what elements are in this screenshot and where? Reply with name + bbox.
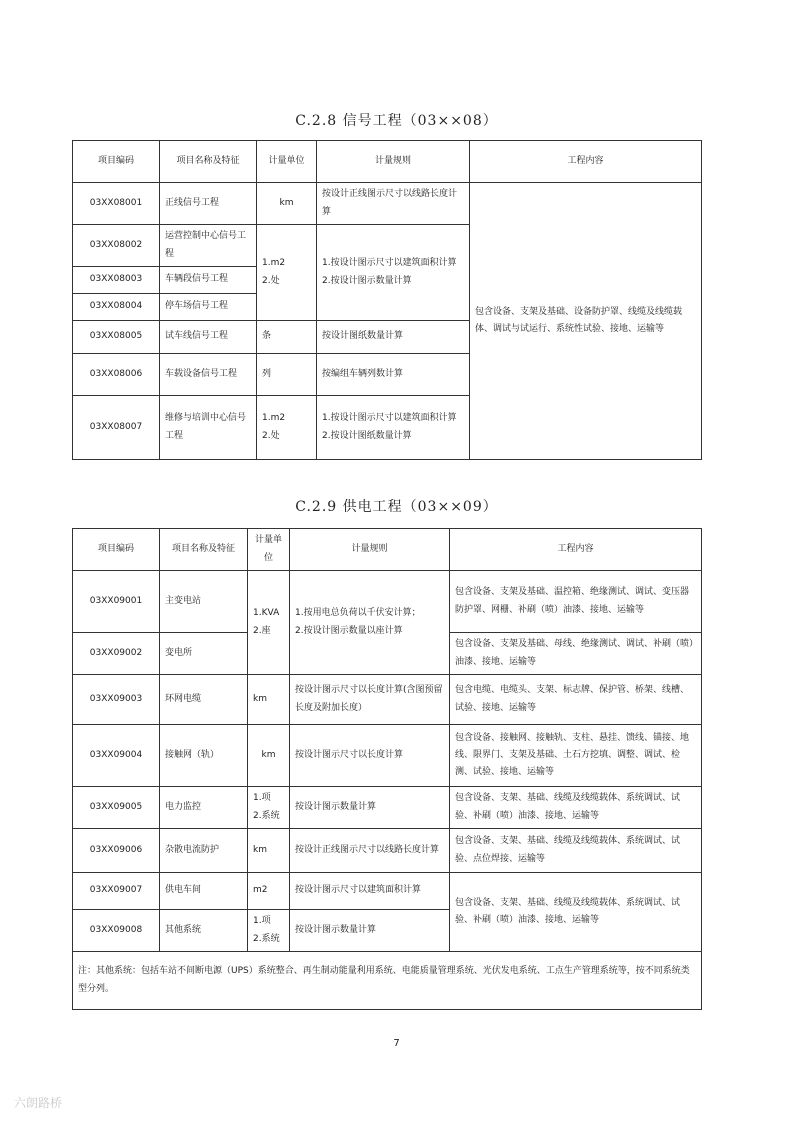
work-cell: 包含设备、支架及基础、设备防护罩、线缆及线缆载体、调试与试运行、系统性试验、接地、运输等 [470,183,702,460]
name-cell: 车载设备信号工程 [160,354,257,396]
unit-cell: km [248,675,290,725]
code-cell: 03XX09001 [73,571,160,633]
unit-cell: 1.m2 2.处 [257,396,317,460]
unit-cell: km [248,829,290,873]
unit-cell: 1.KVA 2.座 [248,571,290,675]
rule-cell: 按设计图示数量计算 [290,787,450,829]
header-cell: 计量规则 [290,529,450,571]
unit-cell: m2 [248,873,290,910]
watermark: 六朗路桥 [14,1096,63,1110]
header-cell: 计量单位 [248,529,290,571]
header-cell: 项目名称及特征 [160,141,257,183]
rule-cell: 按设计图示尺寸以长度计算 [290,725,450,787]
name-cell: 环网电缆 [160,675,248,725]
name-cell: 变电所 [160,633,248,675]
unit-cell: 1.项 2.系统 [248,787,290,829]
rule-cell: 1.按设计图示尺寸以建筑面积计算 2.按设计图示数量计算 [317,225,470,321]
header-cell: 计量单位 [257,141,317,183]
unit-cell: km [257,183,317,225]
code-cell: 03XX08002 [73,225,160,267]
header-cell: 工程内容 [450,529,702,571]
work-cell: 包含设备、支架及基础、温控箱、绝缘测试、调试、变压器防护罩、网栅、补刷（喷）油漆、接地、运输等 [450,571,702,633]
work-cell: 包含设备、支架、基础、线缆及线缆载体、系统调试、试验、补刷（喷）油漆、接地、运输等 [450,787,702,829]
header-cell: 项目名称及特征 [160,529,248,571]
rule-cell: 按编组车辆列数计算 [317,354,470,396]
code-cell: 03XX08004 [73,294,160,321]
work-cell: 包含设备、支架、基础、线缆及线缆载体、系统调试、试验、补刷（喷）油漆、接地、运输等 [450,873,702,952]
name-cell: 停车场信号工程 [160,294,257,321]
rule-cell: 按设计图示尺寸以长度计算(含图预留长度及附加长度） [290,675,450,725]
unit-cell: 列 [257,354,317,396]
name-cell: 试车线信号工程 [160,321,257,354]
rule-cell: 按设计图示数量计算 [290,910,450,952]
name-cell: 运营控制中心信号工程 [160,225,257,267]
header-cell: 计量规则 [317,141,470,183]
rule-cell: 按设计图纸数量计算 [317,321,470,354]
name-cell: 接触网（轨） [160,725,248,787]
code-cell: 03XX08006 [73,354,160,396]
table [72,140,702,460]
page-number: 7 [393,1038,400,1049]
unit-cell: 1.m2 2.处 [257,225,317,321]
name-cell: 车辆段信号工程 [160,267,257,294]
code-cell: 03XX08001 [73,183,160,225]
table-note: 注：其他系统：包括车站不间断电源（UPS）系统整合、再生制动能量利用系统、电能质量管理系统、光伏发电系统、工点生产管理系统等，按不同系统类型分列。 [73,952,702,1010]
rule-cell: 按设计图示尺寸以建筑面积计算 [290,873,450,910]
table [72,528,702,1010]
unit-cell: 条 [257,321,317,354]
unit-cell: 1.项 2.系统 [248,910,290,952]
code-cell: 03XX08007 [73,396,160,460]
code-cell: 03XX08003 [73,267,160,294]
header-cell: 项目编码 [73,529,160,571]
work-cell: 包含设备、支架、基础、线缆及线缆载体、系统调试、试验、点位焊接、运输等 [450,829,702,873]
work-cell: 包含设备、支架及基础、母线、绝缘测试、调试、补刷（喷）油漆、接地、运输等 [450,633,702,675]
name-cell: 其他系统 [160,910,248,952]
name-cell: 正线信号工程 [160,183,257,225]
name-cell: 供电车间 [160,873,248,910]
name-cell: 杂散电流防护 [160,829,248,873]
code-cell: 03XX09007 [73,873,160,910]
rule-cell: 按设计正线图示尺寸以线路长度计算 [317,183,470,225]
work-cell: 包含电缆、电缆头、支架、标志牌、保护管、桥架、线槽、试验、接地、运输等 [450,675,702,725]
unit-cell: km [248,725,290,787]
code-cell: 03XX09006 [73,829,160,873]
code-cell: 03XX09005 [73,787,160,829]
work-cell: 包含设备、接触网、接触轨、支柱、悬挂、馈线、锚接、地线、限界门、支架及基础、土石方挖填、调整、调试、检测、试验、接地、运输等 [450,725,702,787]
header-cell: 工程内容 [470,141,702,183]
name-cell: 主变电站 [160,571,248,633]
name-cell: 电力监控 [160,787,248,829]
header-cell: 项目编码 [73,141,160,183]
code-cell: 03XX09003 [73,675,160,725]
section-title: C.2.9 供电工程（03××09） [295,499,498,515]
code-cell: 03XX09002 [73,633,160,675]
code-cell: 03XX08005 [73,321,160,354]
rule-cell: 1.按设计图示尺寸以建筑面积计算 2.按设计图纸数量计算 [317,396,470,460]
rule-cell: 按设计正线图示尺寸以线路长度计算 [290,829,450,873]
rule-cell: 1.按用电总负荷以千伏安计算； 2.按设计图示数量以座计算 [290,571,450,675]
code-cell: 03XX09004 [73,725,160,787]
name-cell: 维修与培训中心信号工程 [160,396,257,460]
section-title: C.2.8 信号工程（03××08） [295,113,498,129]
code-cell: 03XX09008 [73,910,160,952]
